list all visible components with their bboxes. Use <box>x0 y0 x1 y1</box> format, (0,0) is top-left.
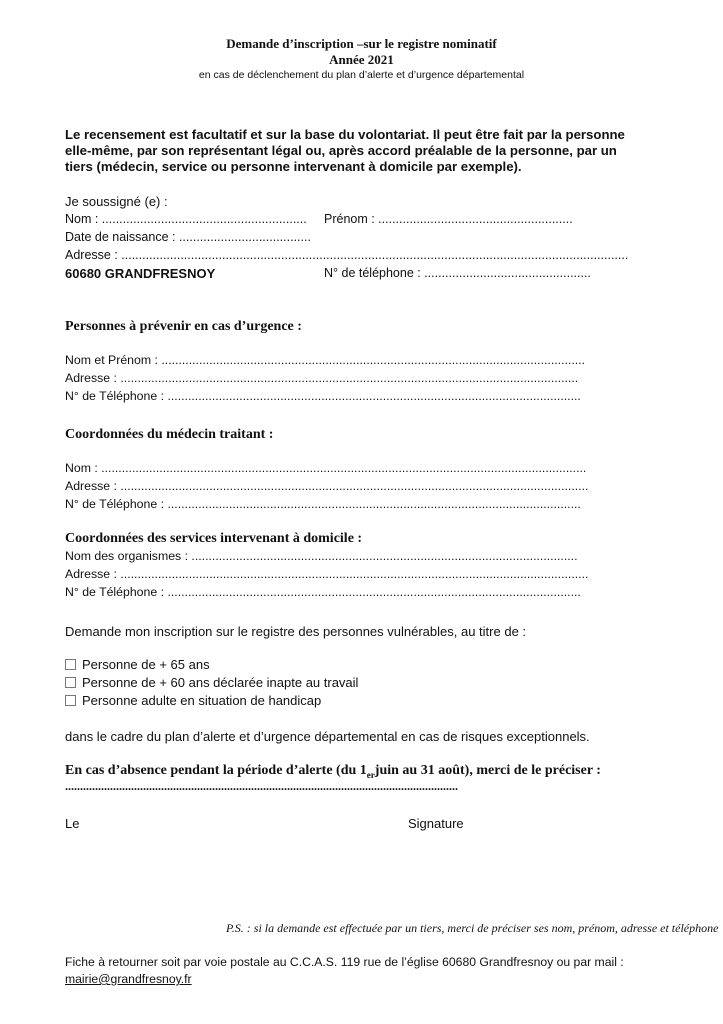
doctor-address-field[interactable]: Adresse : ......................................................................................................................................... <box>65 479 589 493</box>
doctor-phone-field[interactable]: N° de Téléphone : ......................................................................................................................... <box>65 497 581 511</box>
document-subtitle: en cas de déclenchement du plan d’alerte et d’urgence départemental <box>198 69 525 81</box>
intro-line-1: Le recensement est facultatif et sur la base du volontariat. Il peut être fait par la personne <box>65 127 625 142</box>
absence-ordinal: er <box>366 769 375 780</box>
phone-field[interactable]: N° de téléphone : ................................................ <box>324 266 591 280</box>
services-organisms-field[interactable]: Nom des organismes : ................................................................................................................. <box>65 549 578 563</box>
return-instructions: Fiche à retourner soit par voie postale au C.C.A.S. 119 rue de l’église 60680 Grandfresnoy ou par mail : <box>65 955 624 969</box>
option-label: Personne de + 60 ans déclarée inapte au travail <box>82 675 359 690</box>
doctor-name-field[interactable]: Nom : .............................................................................................................................................. <box>65 461 587 475</box>
doctor-section-title: Coordonnées du médecin traitant : <box>65 427 274 442</box>
absence-question <box>65 763 601 780</box>
option-65-plus[interactable] <box>65 657 210 672</box>
option-label: Personne de + 65 ans <box>82 657 210 672</box>
checkbox-icon[interactable] <box>65 695 76 706</box>
request-context: dans le cadre du plan d’alerte et d’urgence départemental en cas de risques exceptionnels. <box>65 729 590 744</box>
emergency-name-field[interactable]: Nom et Prénom : ............................................................................................................................ <box>65 353 586 367</box>
checkbox-icon[interactable] <box>65 659 76 670</box>
intro-line-3: tiers (médecin, service ou personne intervenant à domicile par exemple). <box>65 159 522 174</box>
absence-text-start: En cas d’absence pendant la période d’alerte (du 1 <box>65 763 367 778</box>
services-address-field[interactable]: Adresse : ......................................................................................................................................... <box>65 567 589 581</box>
intro-line-2: elle-même, par son représentant légal ou, après accord préalable de la personne, par un <box>65 143 617 158</box>
option-label: Personne adulte en situation de handicap <box>82 693 322 708</box>
emergency-phone-field[interactable]: N° de Téléphone : ......................................................................................................................... <box>65 389 581 403</box>
soussigne-label: Je soussigné (e) : <box>65 194 168 209</box>
date-label: Le <box>65 816 80 831</box>
email-link[interactable]: mairie@grandfresnoy.fr <box>65 972 192 986</box>
prenom-field[interactable]: Prénom : ........................................................ <box>324 212 573 226</box>
services-section-title: Coordonnées des services intervenant à domicile : <box>65 531 363 546</box>
city-label: 60680 GRANDFRESNOY <box>65 266 216 281</box>
absence-text-end: juin au 31 août), merci de le préciser : <box>374 763 601 778</box>
nom-field[interactable]: Nom : ........................................................... <box>65 212 307 226</box>
address-field[interactable]: Adresse : .................................................................................................................................................. <box>65 248 629 262</box>
option-handicap[interactable] <box>65 693 321 708</box>
document-title: Demande d’inscription –sur le registre nominatif <box>226 36 497 51</box>
birthdate-field[interactable]: Date de naissance : ...................................... <box>65 230 311 244</box>
emergency-address-field[interactable]: Adresse : ...................................................................................................................................... <box>65 371 579 385</box>
request-intro: Demande mon inscription sur le registre des personnes vulnérables, au titre de : <box>65 624 527 639</box>
document-year: Année 2021 <box>329 52 394 67</box>
services-phone-field[interactable]: N° de Téléphone : ......................................................................................................................... <box>65 585 581 599</box>
option-60-inapte[interactable] <box>65 675 358 690</box>
ps-note: P.S. : si la demande est effectuée par un tiers, merci de préciser ses nom, prénom, adresse et téléphone <box>226 921 719 935</box>
checkbox-icon[interactable] <box>65 677 76 688</box>
emergency-section-title: Personnes à prévenir en cas d’urgence : <box>65 319 302 334</box>
absence-field[interactable]: ................................................................................................................................... <box>65 779 458 793</box>
signature-label: Signature <box>408 816 464 831</box>
